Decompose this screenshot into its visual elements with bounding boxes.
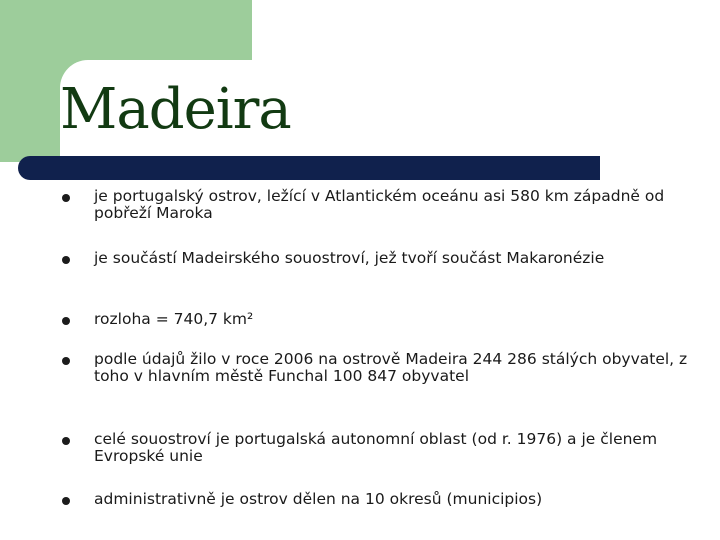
bullet-text: celé souostroví je portugalská autonomní oblast (od r. 1976) a je členem Evropské unie — [94, 430, 658, 465]
slide-title: Madeira — [60, 77, 291, 142]
bullet-item — [62, 351, 712, 385]
bullet-item — [62, 491, 712, 508]
bullet-dot-icon — [62, 317, 70, 325]
bullet-item — [62, 311, 712, 328]
bullet-dot-icon — [62, 437, 70, 445]
bullet-item — [62, 431, 712, 465]
title-underline-bar — [18, 156, 600, 180]
bullet-text: administrativně je ostrov dělen na 10 okresů (municipios) — [94, 490, 543, 508]
bullet-dot-icon — [62, 357, 70, 365]
bullet-item — [62, 250, 712, 267]
bullet-text: podle údajů žilo v roce 2006 na ostrově Madeira 244 286 stálých obyvatel, z toho v hlavním městě Funchal 100 847 obyvatel — [94, 350, 688, 385]
bullet-dot-icon — [62, 497, 70, 505]
bullet-item — [62, 188, 712, 222]
bullet-text: je součástí Madeirského souostroví, jež tvoří součást Makaronézie — [94, 249, 605, 267]
bullet-text: je portugalský ostrov, ležící v Atlantickém oceánu asi 580 km západně od pobřeží Maroka — [94, 187, 665, 222]
bullet-dot-icon — [62, 256, 70, 264]
bullet-dot-icon — [62, 194, 70, 202]
bullet-text: rozloha = 740,7 km² — [94, 310, 254, 328]
